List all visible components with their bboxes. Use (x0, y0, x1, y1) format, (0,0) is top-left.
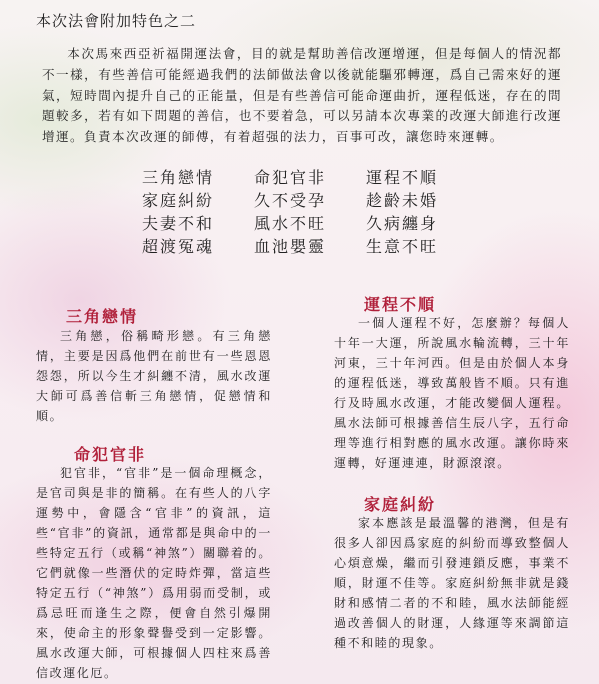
section-body-lawsuit: 犯官非，“官非”是一個命理概念，是官司與是非的簡稱。在有些人的八字運勢中，會隱含“官非”的資訊，這些“官非”的資訊，通常都是與命中的一些特定五行（或稱“神煞”）關聯着的。它們就像一些潛伏的定時炸彈，當這些特定五行（“神煞”）爲用弱而受制，或爲忌旺而逢生之際，便會自然引爆開來，使命主的形象聲譽受到一定影響。風水改運大師，可根據個人四柱來爲善信改運化厄。 (36, 466, 272, 680)
problem-item: 趁齡未婚 (366, 191, 439, 210)
section-title-lawsuit: 命犯官非 (74, 445, 147, 464)
problem-item: 超渡冤魂 (142, 237, 215, 256)
intro-paragraph: 本次馬來西亞祈福開運法會，目的就是幫助善信改運增運，但是每個人的情況都不一樣，有些善信可能經過我們的法師做法會以後就能驅邪轉運，爲自己需來好的運氣，短時間內提升自己的正能量，但是有些善信可能命運曲折，運程低迷，存在的問題較多，若有如下問題的善信，也不要着急，可以另請本次專業的改運大師進行改運增運。負責本次改運的師傅，有着超强的法力，百事可改，讓您時來運轉。 (42, 46, 562, 145)
section-title-fortune: 運程不順 (364, 295, 437, 314)
problem-item: 運程不順 (366, 168, 439, 187)
problem-item: 生意不旺 (366, 237, 439, 256)
section-body-triangle: 三角戀，俗稱畸形戀。有三角戀情，主要是因爲他們在前世有一些恩恩怨怨，所以今生才糾纏不清，風水改運大師可爲善信斬三角戀情，促戀情和順。 (36, 329, 272, 423)
section-body-family: 家本應該是最溫馨的港灣，但是有很多人卻因爲家庭的糾紛而導致整個人心煩意燥，繼而引發連鎖反應，事業不順，財運不佳等。家庭糾紛無非就是錢財和感情二者的不和睦，風水法師能經過改善個人的財運，人緣運等來調節這種不和睦的現象。 (334, 516, 570, 650)
problem-item: 久病纏身 (366, 214, 439, 233)
problem-list (142, 168, 478, 257)
problem-item: 久不受孕 (254, 191, 327, 210)
page-title: 本次法會附加特色之二 (36, 12, 197, 30)
problem-item: 夫妻不和 (142, 214, 215, 233)
section-body-fortune: 一個人運程不好，怎麼辦？每個人十年一大運，所說風水輪流轉，三十年河東，三十年河西。但是由於個人本身的運程低迷，導致萬般皆不順。只有進行及時風水改運，才能改變個人運程。風水法師可根據善信生辰八字，五行命理等進行相對應的風水改運。讓你時來運轉，好運連連，財源滾滾。 (334, 316, 570, 470)
problem-item: 家庭糾紛 (142, 191, 215, 210)
problem-item: 三角戀情 (142, 168, 215, 187)
problem-item: 命犯官非 (254, 168, 327, 187)
section-title-triangle: 三角戀情 (66, 307, 139, 326)
problem-item: 風水不旺 (254, 214, 327, 233)
problem-item: 血池嬰靈 (254, 237, 327, 256)
section-title-family: 家庭糾紛 (364, 495, 437, 514)
